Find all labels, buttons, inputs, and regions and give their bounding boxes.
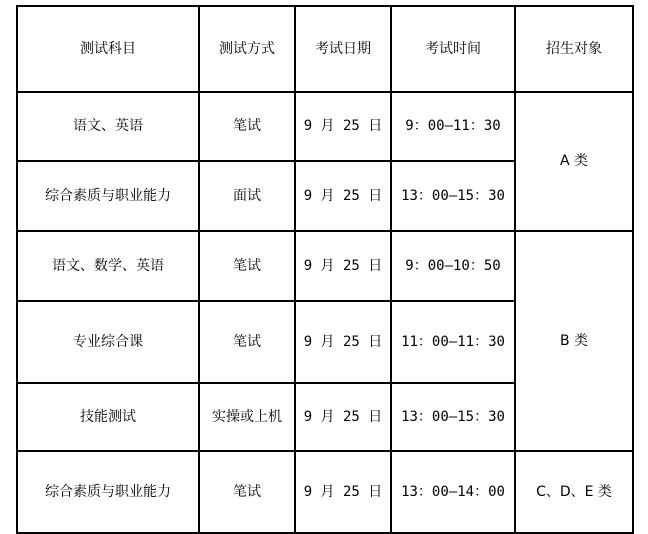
date-cell: 9 月 25 日 xyxy=(295,383,391,451)
table-row xyxy=(17,92,633,161)
table-row xyxy=(17,231,633,301)
subject-cell: 语文、英语 xyxy=(17,92,199,161)
time-cell: 13：00—14：00 xyxy=(391,451,515,533)
subject-cell: 综合素质与职业能力 xyxy=(17,161,199,231)
date-cell: 9 月 25 日 xyxy=(295,451,391,533)
header-target: 招生对象 xyxy=(515,6,633,92)
subject-cell: 语文、数学、英语 xyxy=(17,231,199,301)
time-cell: 9：00—11：30 xyxy=(391,92,515,161)
method-cell: 面试 xyxy=(199,161,295,231)
header-date: 考试日期 xyxy=(295,6,391,92)
subject-cell: 专业综合课 xyxy=(17,301,199,383)
method-cell: 笔试 xyxy=(199,231,295,301)
time-cell: 11：00—11：30 xyxy=(391,301,515,383)
target-group-cde: C、D、E 类 xyxy=(515,451,633,533)
header-method: 测试方式 xyxy=(199,6,295,92)
header-time: 考试时间 xyxy=(391,6,515,92)
subject-cell: 综合素质与职业能力 xyxy=(17,451,199,533)
method-cell: 笔试 xyxy=(199,301,295,383)
table-row xyxy=(17,451,633,533)
time-cell: 13：00—15：30 xyxy=(391,161,515,231)
date-cell: 9 月 25 日 xyxy=(295,92,391,161)
header-subject: 测试科目 xyxy=(17,6,199,92)
header-row xyxy=(17,6,633,92)
exam-schedule-table xyxy=(16,5,634,534)
target-group-a: A 类 xyxy=(515,92,633,231)
target-group-b: B 类 xyxy=(515,231,633,451)
date-cell: 9 月 25 日 xyxy=(295,301,391,383)
date-cell: 9 月 25 日 xyxy=(295,231,391,301)
method-cell: 笔试 xyxy=(199,451,295,533)
subject-cell: 技能测试 xyxy=(17,383,199,451)
method-cell: 实操或上机 xyxy=(199,383,295,451)
method-cell: 笔试 xyxy=(199,92,295,161)
date-cell: 9 月 25 日 xyxy=(295,161,391,231)
time-cell: 13：00—15：30 xyxy=(391,383,515,451)
time-cell: 9：00—10：50 xyxy=(391,231,515,301)
